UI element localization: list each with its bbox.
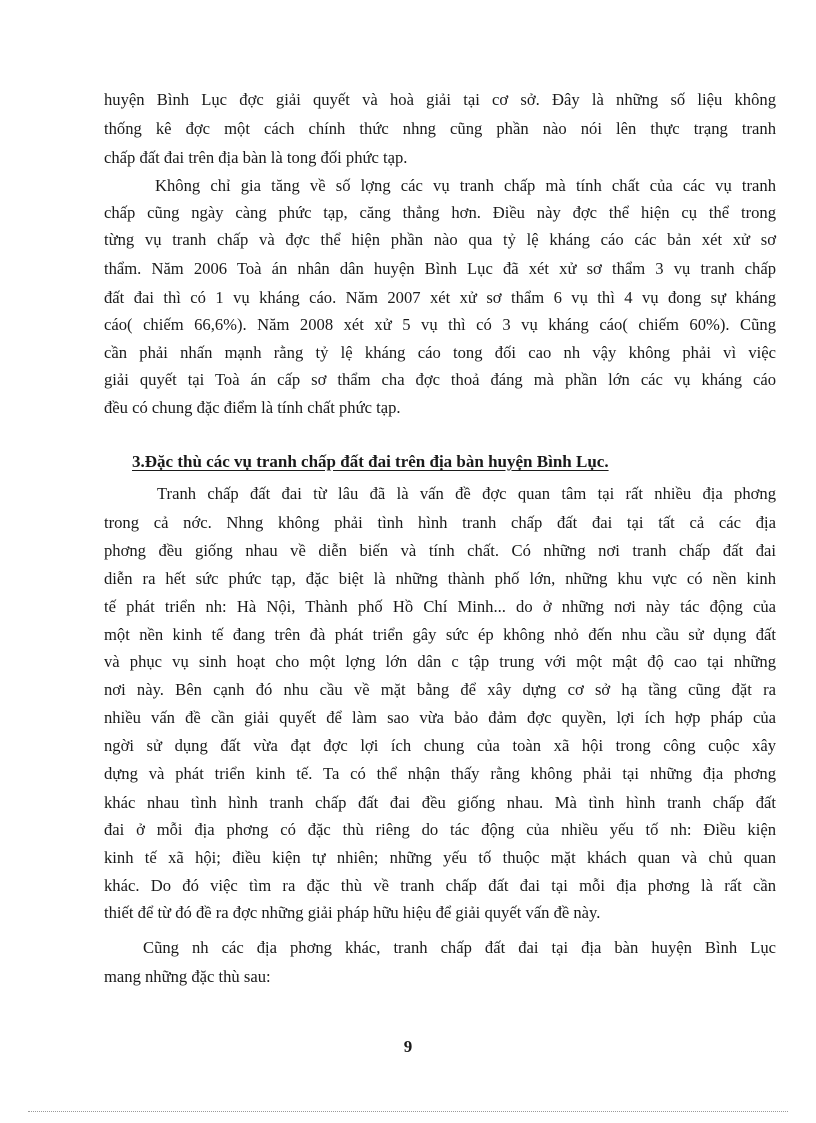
text-line: đất đai thì có 1 vụ kháng cáo. Năm 2007 xét xử sơ thẩm 6 vụ thì 4 vụ đong sự kháng — [104, 288, 776, 307]
text-line: thẩm. Năm 2006 Toà án nhân dân huyện Bình Lục đã xét xử sơ thẩm 3 vụ tranh chấp — [104, 259, 776, 278]
text-line: từng vụ tranh chấp và đợc thể hiện phần nào qua tỷ lệ kháng cáo các bản xét xử sơ — [104, 230, 776, 249]
text-line: khác. Do đó việc tìm ra đặc thù về tranh chấp đất đai tại mỗi địa phơng là rất cần — [104, 876, 776, 895]
text-line: ngời sử dụng đất vừa đạt đợc lợi ích chung của toàn xã hội trong công cuộc xây — [104, 736, 776, 755]
footer-divider — [28, 1111, 788, 1112]
text-line: khác nhau tình hình tranh chấp đất đai đều giống nhau. Mà tình hình tranh chấp đất — [104, 793, 776, 812]
text-line: Không chỉ gia tăng về số lợng các vụ tranh chấp mà tính chất của các vụ tranh — [155, 176, 776, 195]
text-line: chấp cũng ngày càng phức tạp, căng thẳng hơn. Điều này đợc thể hiện cụ thể trong — [104, 203, 776, 222]
text-line: Cũng nh các địa phơng khác, tranh chấp đất đai tại địa bàn huyện Bình Lục — [143, 938, 776, 957]
text-line: mang những đặc thù sau: — [104, 967, 271, 986]
text-line: đều có chung đặc điểm là tính chất phức tạp. — [104, 398, 401, 417]
text-line: kinh tế xã hội; điều kiện tự nhiên; những yếu tố thuộc mặt khách quan và chủ quan — [104, 848, 776, 867]
text-line: một nền kinh tế đang trên đà phát triển gây sức ép không nhỏ đến nhu cầu sử dụng đất — [104, 625, 776, 644]
text-line: dựng và phát triển kinh tế. Ta có thể nhận thấy rằng không phải tại những địa phơng — [104, 764, 776, 783]
text-line: cáo( chiếm 66,6%). Năm 2008 xét xử 5 vụ thì có 3 vụ kháng cáo( chiếm 60%). Cũng — [104, 315, 776, 334]
text-line: huyện Bình Lục đợc giải quyết và hoà giải tại cơ sở. Đây là những số liệu không — [104, 90, 776, 109]
text-line: trong cả nớc. Nhng không phải tình hình tranh chấp đất đai tại tất cả các địa — [104, 513, 776, 532]
text-line: thống kê đợc một cách chính thức nhng cũng phần nào nói lên thực trạng tranh — [104, 119, 776, 138]
text-line: cần phải nhấn mạnh rằng tỷ lệ kháng cáo tong đối cao nh vậy không phải vì việc — [104, 343, 776, 362]
text-line: chấp đất đai trên địa bàn là tong đối phức tạp. — [104, 148, 408, 167]
text-line: Tranh chấp đất đai từ lâu đã là vấn đề đợc quan tâm tại rất nhiều địa phơng — [157, 484, 776, 503]
text-line: nơi này. Bên cạnh đó nhu cầu về mặt bằng để xây dựng cơ sở hạ tầng cũng đặt ra — [104, 680, 776, 699]
text-line: đai ở mỗi địa phơng có đặc thù riêng do tác động của nhiều yếu tố nh: Điều kiện — [104, 820, 776, 839]
text-line: nhiều vấn đề cần giải quyết để làm sao vừa bảo đảm đợc quyền, lợi ích hợp pháp của — [104, 708, 776, 727]
text-line: và phục vụ sinh hoạt cho một lợng lớn dân c tập trung với một mật độ cao tại những — [104, 652, 776, 671]
page-number: 9 — [403, 1037, 413, 1056]
section-heading: 3.Đặc thù các vụ tranh chấp đất đai trên địa bàn huyện Bình Lục. — [132, 452, 609, 471]
text-line: phơng đều giống nhau về diễn biến và tính chất. Có những nơi tranh chấp đất đai — [104, 541, 776, 560]
text-line: tế phát triển nh: Hà Nội, Thành phố Hồ Chí Minh... do ở những nơi này tác động của — [104, 597, 776, 616]
text-line: diễn ra hết sức phức tạp, đặc biệt là những thành phố lớn, những khu vực có nền kinh — [104, 569, 776, 588]
text-line: giải quyết tại Toà án cấp sơ thẩm cha đợc thoả đáng mà phần lớn các vụ kháng cáo — [104, 370, 776, 389]
text-line: thiết để từ đó đề ra đợc những giải pháp hữu hiệu để giải quyết vấn đề này. — [104, 903, 601, 922]
